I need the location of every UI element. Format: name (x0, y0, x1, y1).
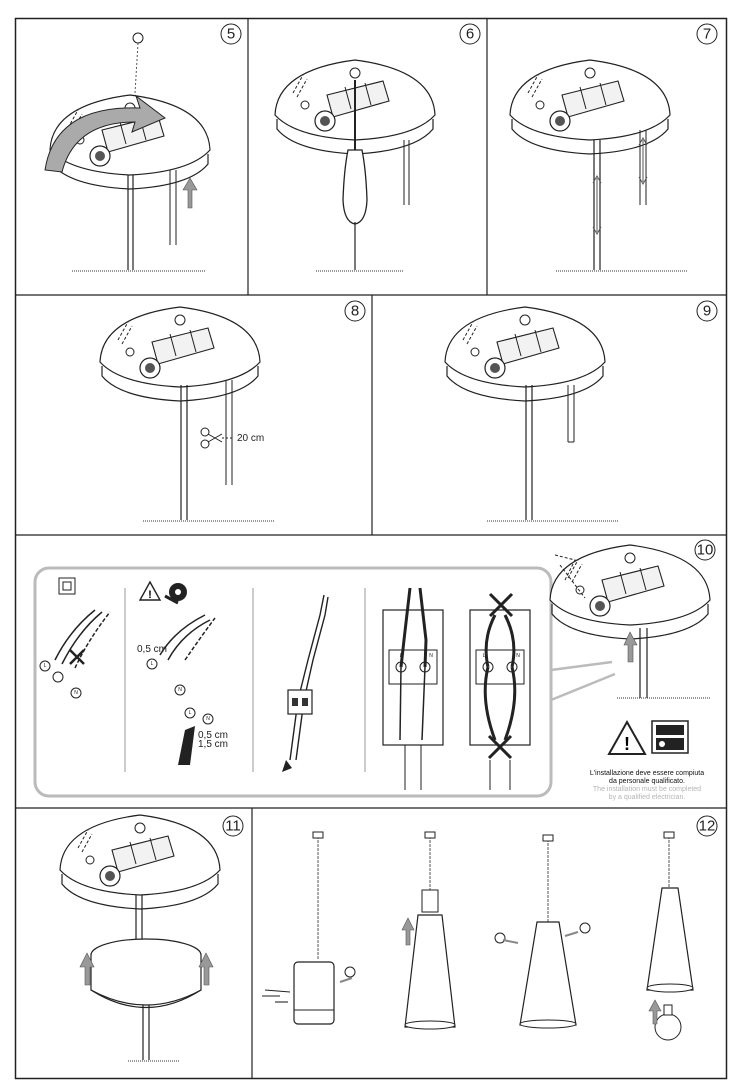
screwdriver-icon (343, 150, 367, 224)
cross-icon (70, 650, 84, 664)
step-5-panel (45, 24, 241, 271)
step-12-panel (262, 816, 717, 1040)
terminal-label-N: N (429, 653, 433, 659)
terminal-label-L-2: L (482, 653, 486, 659)
step-8-panel (100, 301, 365, 521)
wire-label-N: N (74, 690, 78, 696)
double-insulation-icon (59, 578, 75, 594)
installation-notice (572, 770, 722, 802)
notice-line-2-en: by a qualified electrician. (608, 794, 686, 801)
step-number-7: 7 (702, 25, 712, 43)
terminal-block-right (470, 610, 530, 790)
strip-length-short: 0,5 cm (137, 644, 168, 655)
step-number-12: 12 (698, 817, 716, 835)
cut-length-label: 20 cm (237, 433, 265, 444)
strip-length-short-2: 0,5 cm (198, 730, 229, 741)
wire-label-L-2: L (150, 661, 154, 667)
notice-line-2-it: da personale qualificato. (609, 778, 685, 785)
notice-line-1-it: L'installazione deve essere compiuta (589, 770, 705, 777)
insulating-tape-icon (165, 583, 187, 603)
step-number-8: 8 (350, 302, 360, 320)
svg-text:!: ! (148, 589, 152, 601)
step-number-5: 5 (226, 25, 236, 43)
wire-label-N-3: N (206, 716, 210, 722)
scissors-icon (201, 428, 232, 448)
up-arrow-icon (624, 632, 637, 662)
step-number-6: 6 (465, 25, 475, 43)
step-number-9: 9 (702, 302, 712, 320)
wire-label-N-2: N (178, 687, 182, 693)
manual-icon (652, 721, 688, 753)
wire-label-L-3: L (188, 710, 192, 716)
wire-label-L: L (43, 663, 47, 669)
terminal-label-N-2: N (516, 653, 520, 659)
step-6-panel (275, 24, 480, 271)
step-number-10: 10 (696, 541, 714, 559)
step-10-panel (35, 540, 715, 796)
step-11-panel (60, 815, 243, 1061)
terminal-label-L: L (399, 653, 403, 659)
step-7-panel (510, 24, 717, 271)
notice-line-1-en: The installation must be completed (592, 786, 702, 793)
step-9-panel (445, 301, 717, 521)
up-arrow-icon (183, 178, 197, 208)
up-arrow-icon (402, 918, 414, 945)
strip-length-long: 1,5 cm (198, 739, 229, 750)
step-number-11: 11 (225, 817, 241, 835)
terminal-block-left (383, 588, 443, 790)
svg-text:!: ! (624, 734, 630, 754)
